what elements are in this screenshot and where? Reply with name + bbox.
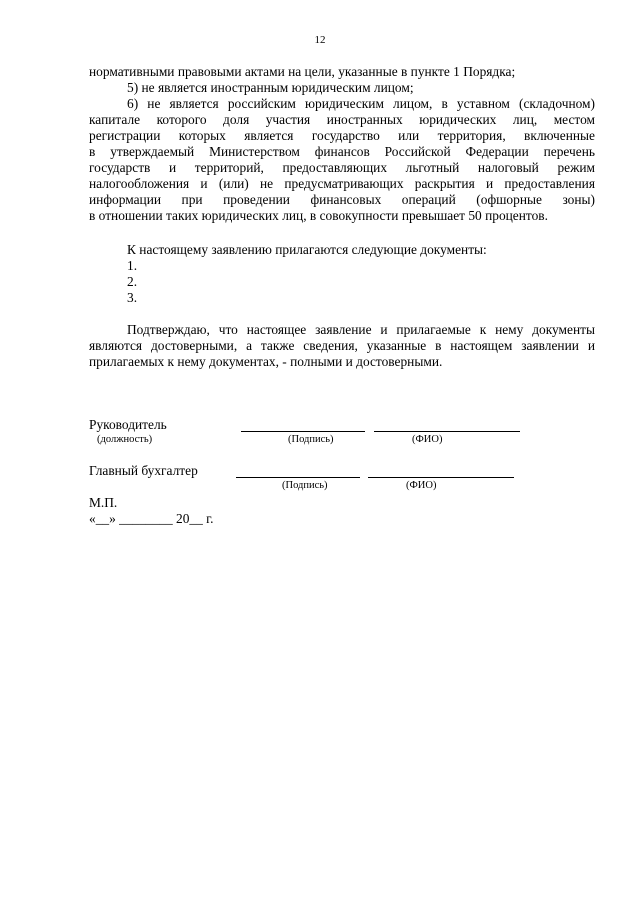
text-line: нормативными правовыми актами на цели, указанные в пункте 1 Порядка;: [89, 64, 516, 79]
accountant-signature-line: [236, 477, 360, 478]
head-name-caption: (ФИО): [412, 434, 443, 445]
paragraph-continuation: [89, 64, 595, 80]
accountant-sign-caption: (Подпись): [282, 480, 328, 491]
confirmation-paragraph: [89, 322, 595, 370]
text-line: налогообложения и (или) не предусматривающих раскрытия и предоставления: [89, 176, 595, 191]
accountant-name-line: [368, 477, 514, 478]
text-line: 5) не является иностранным юридическим лицом;: [127, 80, 414, 95]
text-line: 6) не является российским юридическим лицом, в уставном (складочном): [127, 96, 595, 111]
accountant-name-caption: (ФИО): [406, 480, 437, 491]
attachment-item: 3.: [127, 290, 138, 305]
head-signature-line: [241, 431, 365, 432]
stamp-label: М.П.: [89, 495, 118, 510]
head-sign-caption: (Подпись): [288, 434, 334, 445]
item-6: [89, 96, 595, 224]
attachment-item: 2.: [127, 274, 138, 289]
accountant-title: Главный бухгалтер: [89, 463, 198, 478]
text-line: информации при проведении финансовых операций (офшорные зоны): [89, 192, 595, 207]
text-line: регистрации которых является государство или территория, включенные: [89, 128, 595, 143]
attachments-section: [89, 242, 595, 306]
head-title: Руководитель: [89, 417, 167, 432]
head-name-line: [374, 431, 520, 432]
text-line: в отношении таких юридических лиц, в совокупности превышает 50 процентов.: [89, 208, 548, 223]
date-line: «__» ________ 20__ г.: [89, 511, 214, 526]
page-number: 12: [314, 34, 326, 46]
text-line: прилагаемых к нему документах, - полными и достоверными.: [89, 354, 443, 369]
attachments-intro: К настоящему заявлению прилагаются следующие документы:: [127, 242, 487, 257]
text-line: в утверждаемый Министерством финансов Российской Федерации перечень: [89, 144, 595, 159]
position-caption: (должность): [97, 434, 153, 445]
attachment-item: 1.: [127, 258, 138, 273]
text-line: государств и территорий, предоставляющих льготный налоговый режим: [89, 160, 595, 175]
item-5: [89, 80, 595, 96]
text-line: капитале которого доля участия иностранных юридических лиц, местом: [89, 112, 595, 127]
text-line: являются достоверными, а также сведения, указанные в настоящем заявлении и: [89, 338, 595, 353]
text-line: Подтверждаю, что настоящее заявление и прилагаемые к нему документы: [127, 322, 595, 337]
